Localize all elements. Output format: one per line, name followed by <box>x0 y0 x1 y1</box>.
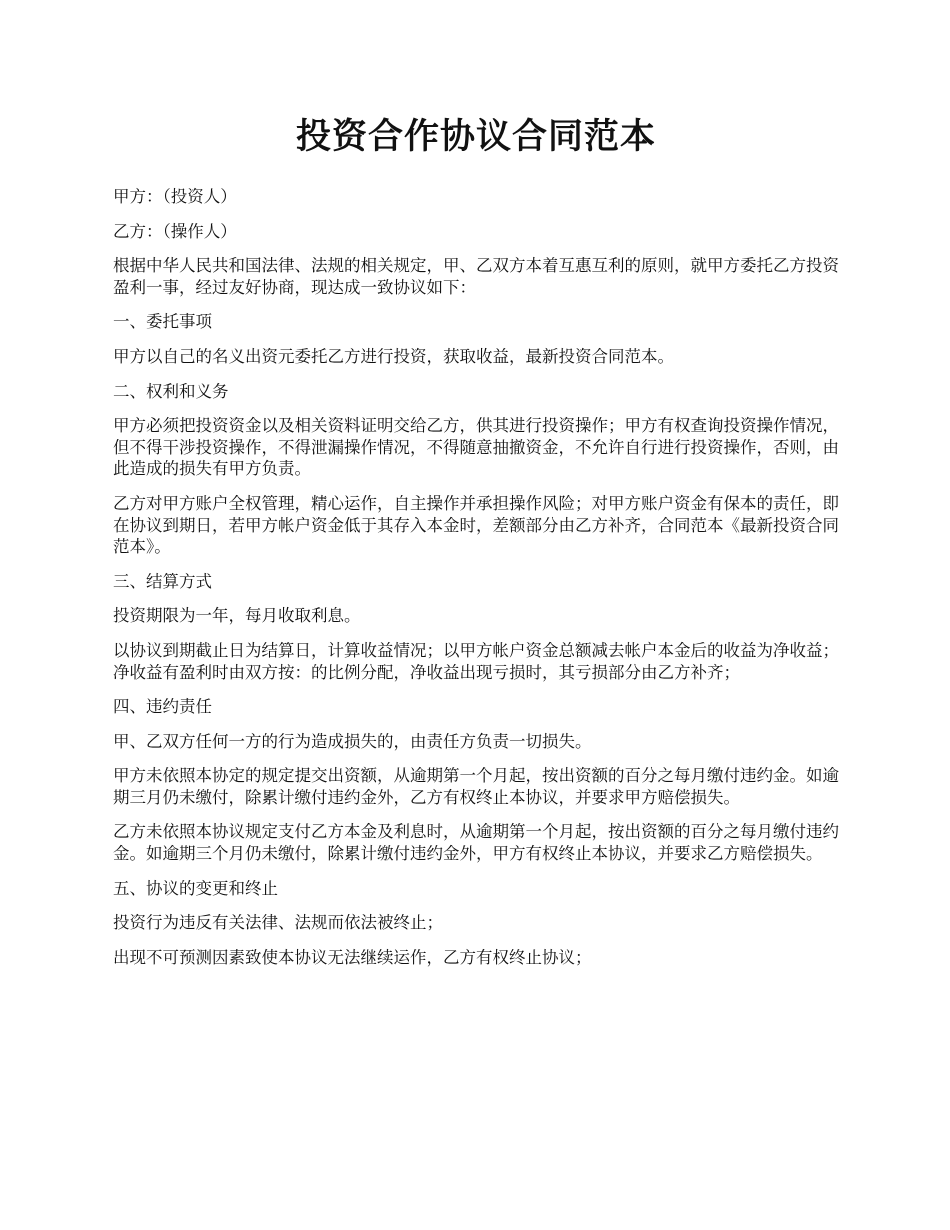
preamble-paragraph: 根据中华人民共和国法律、法规的相关规定，甲、乙双方本着互惠互利的原则，就甲方委托乙方投资盈利一事，经过友好协商，现达成一致协议如下： <box>113 256 839 297</box>
body-paragraph: 甲方未依照本协定的规定提交出资额，从逾期第一个月起，按出资额的百分之每月缴付违约金。如逾期三月仍未缴付，除累计缴付违约金外，乙方有权终止本协议，并要求甲方赔偿损失。 <box>113 766 839 807</box>
section-heading-liability: 四、违约责任 <box>113 697 212 717</box>
section-heading-entrusted-matters: 一、委托事项 <box>113 312 212 332</box>
section-heading-change-termination: 五、协议的变更和终止 <box>113 878 278 898</box>
body-paragraph: 乙方未依照本协议规定支付乙方本金及利息时，从逾期第一个月起，按出资额的百分之每月缴付违约金。如逾期三个月仍未缴付，除累计缴付违约金外，甲方有权终止本协议，并要求乙方赔偿损失。 <box>113 822 839 864</box>
body-paragraph: 出现不可预测因素致使本协议无法继续运作，乙方有权终止协议； <box>113 947 592 967</box>
document-title: 投资合作协议合同范本 <box>295 116 656 157</box>
body-paragraph: 甲、乙双方任何一方的行为造成损失的，由责任方负责一切损失。 <box>113 731 592 751</box>
body-paragraph: 乙方对甲方账户全权管理，精心运作，自主操作并承担操作风险；对甲方账户资金有保本的责任，即在协议到期日，若甲方帐户资金低于其存入本金时，差额部分由乙方补齐，合同范本《最新投资合同范本》。 <box>113 493 839 557</box>
body-paragraph: 甲方必须把投资资金以及相关资料证明交给乙方，供其进行投资操作；甲方有权查询投资操作情况，但不得干涉投资操作，不得泄漏操作情况，不得随意抽撤资金，不允许自行进行投资操作，否则，由此造成的损失有甲方负责。 <box>113 416 839 479</box>
section-heading-settlement: 三、结算方式 <box>113 571 212 591</box>
section-heading-rights-obligations: 二、权利和义务 <box>113 381 229 401</box>
body-paragraph: 投资期限为一年，每月收取利息。 <box>113 606 361 626</box>
body-paragraph: 以协议到期截止日为结算日，计算收益情况；以甲方帐户资金总额减去帐户本金后的收益为净收益；净收益有盈利时由双方按：的比例分配，净收益出现亏损时，其亏损部分由乙方补齐； <box>113 640 839 682</box>
body-paragraph: 投资行为违反有关法律、法规而依法被终止； <box>113 913 443 933</box>
party-b-line: 乙方：（操作人） <box>113 221 237 241</box>
party-a-line: 甲方：（投资人） <box>113 187 237 206</box>
body-paragraph: 甲方以自己的名义出资元委托乙方进行投资，获取收益，最新投资合同范本。 <box>113 346 674 366</box>
document-page <box>113 112 839 981</box>
